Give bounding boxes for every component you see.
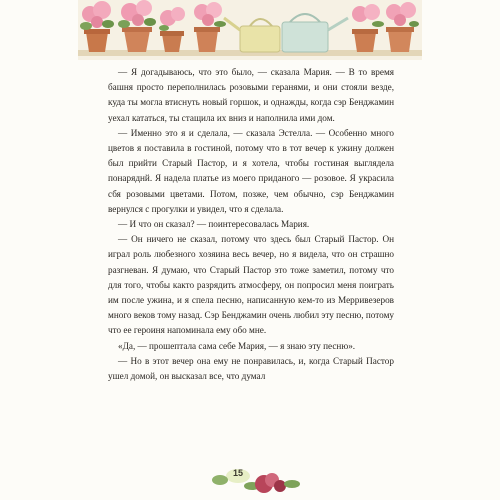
story-text <box>108 65 394 384</box>
paragraph: — Я догадываюсь, что это было, — сказала Мария. — В то время башня просто переполнилась розовыми геранями, и они стояли везде, куда ты могла втиснуть новый горшок, и однажды, когда сэр Бенджамин уехал кататься, ты стащила их вниз и наполнила ими дом. <box>108 67 394 123</box>
page-number: 15 <box>232 468 243 478</box>
paragraph: — И что он сказал? — поинтересовалась Мария. <box>118 219 310 230</box>
rose-ornament-icon <box>200 464 320 496</box>
geranium-pots-watering-can-icon <box>78 0 422 60</box>
paragraph: — Но в этот вечер она ему не понравилась, и, когда Старый Пастор ушел домой, он высказал все, что думал <box>108 355 394 382</box>
paragraph: — Он ничего не сказал, потому что здесь был Старый Пастор. Он играл роль любезного хозяина весь вечер, но я видела, что он страшно разгневан. Я думаю, что Старый Пастор это тоже заметил, потому что для того, чтобы както разрядить атмосферу, он попросил меня поиграть им после ужина, и я спела песню, написанную кем-то из Мерривезеров много веков тому назад. Сэр Бенджамин очень любил эту песню, потому что ее героиня напоминала ему обо мне. <box>108 234 394 336</box>
paragraph: «Да, — прошептала сама себе Мария, — я знаю эту песню». <box>118 340 356 351</box>
paragraph: — Именно это я и сделала, — сказала Эстелла. — Особенно много цветов я поставила в гостиной, потому что в тот вечер к ужину должен был прийти Старый Пастор, и я хотела, чтобы гостиная выглядела понаряднй. Я надела платье из моего приданого — розовое. Я украсила сбя розовыми цветами. Потом, позже, чем обычно, сэр Бенджамин вернулся с прогулки и увидел, что я сделала. <box>108 127 394 214</box>
